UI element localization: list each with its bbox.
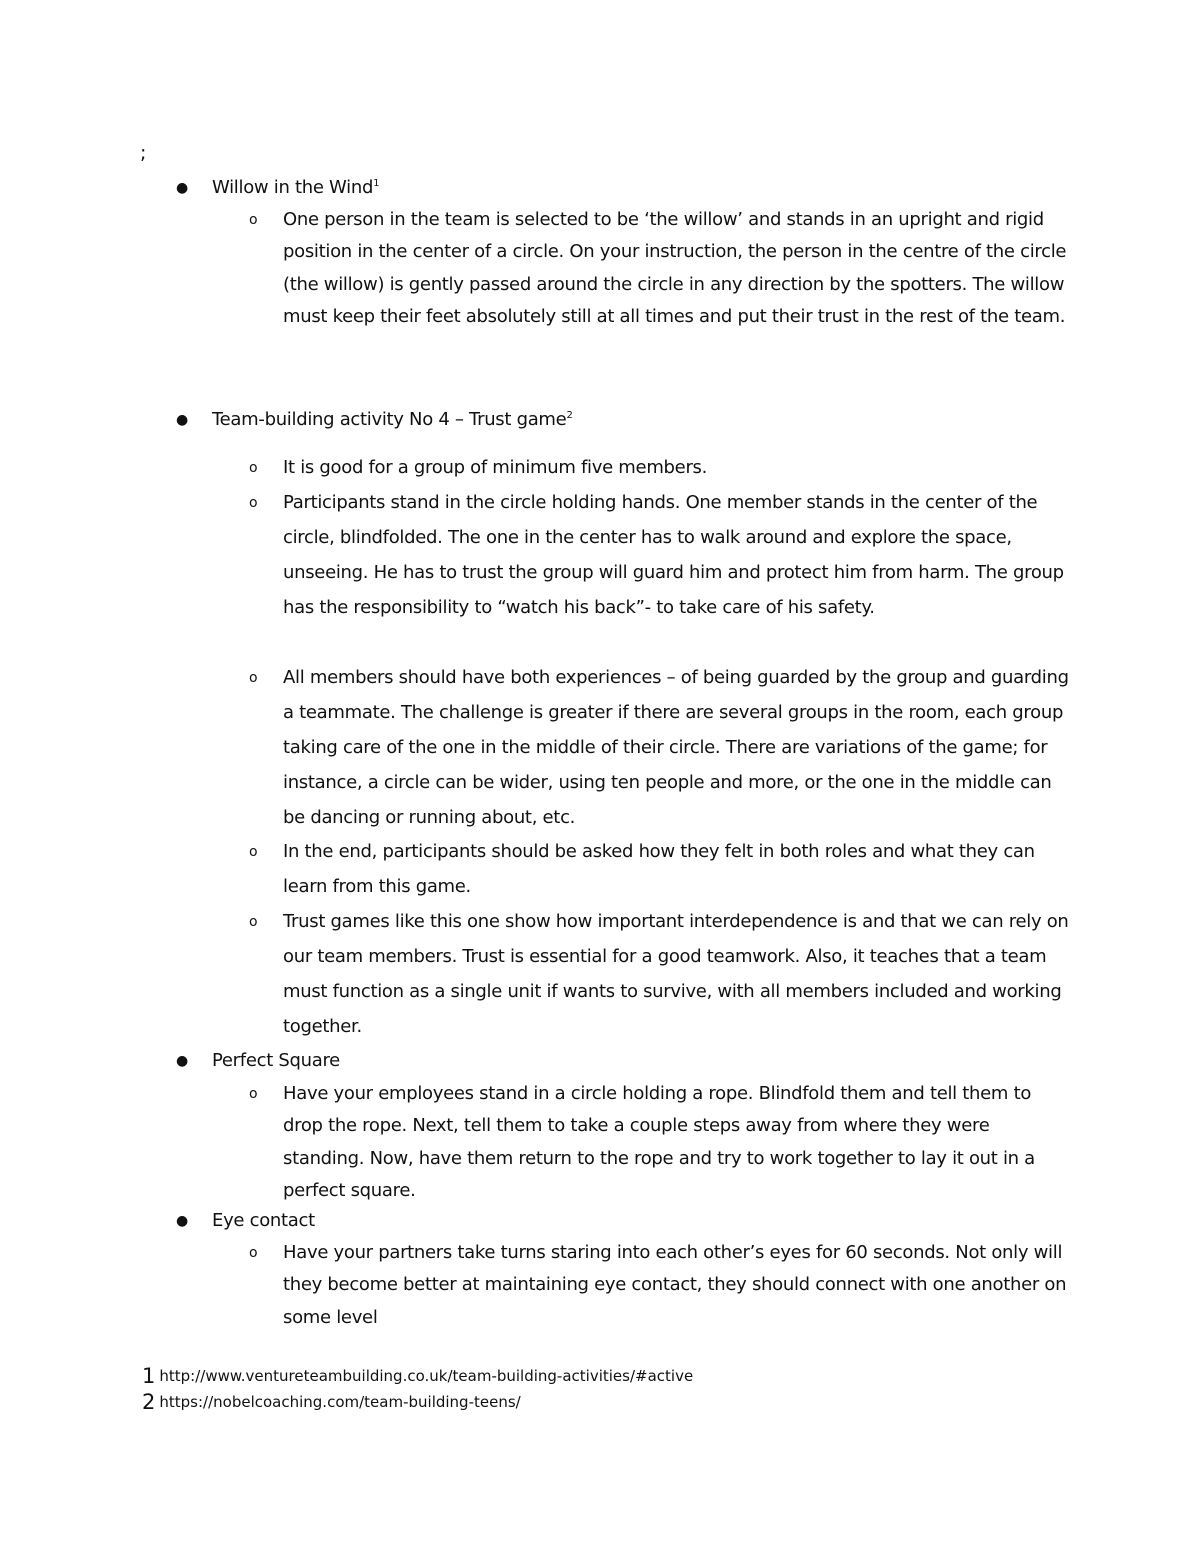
bullet-title: Willow in the Wind (212, 177, 374, 198)
bullet-item-willow (176, 172, 1092, 204)
footnote-link[interactable]: https://nobelcoaching.com/team-building-teens/ (159, 1393, 521, 1411)
sub-item (249, 1237, 1073, 1334)
footnote-1 (142, 1364, 693, 1388)
sub-item (249, 451, 1073, 486)
footnote-link[interactable]: http://www.ventureteambuilding.co.uk/team-building-activities/#active (159, 1367, 694, 1385)
footnote-ref: 1 (373, 178, 380, 189)
sub-item (249, 835, 1073, 905)
sub-item-text: Trust games like this one show how important interdependence is and that we can rely on our team members. Trust is essential for a good teamwork. Also, it teaches that a team must function as a single unit if wants to survive, with all members included and working together. (283, 911, 1069, 1037)
sub-bullet-icon: o (249, 460, 258, 476)
bullet-item-eye-contact (176, 1205, 1092, 1237)
sub-item (249, 661, 1073, 836)
footnote-number: 1 (142, 1364, 156, 1388)
sub-item-text: All members should have both experiences – of being guarded by the group and guarding a teammate. The challenge is greater if there are several groups in the room, each group taking care of the one in the middle of their circle. There are variations of the game; for instance, a circle can be wider, using ten people and more, or the one in the middle can be dancing or running about, etc. (283, 667, 1069, 828)
bullet-item-trust-game (176, 404, 1092, 436)
sub-bullet-icon: o (249, 914, 258, 930)
footnote-number: 2 (142, 1390, 156, 1414)
bullet-icon: ● (176, 412, 188, 428)
sub-bullet-icon: o (249, 1086, 258, 1102)
bullet-title: Team-building activity No 4 – Trust game (212, 409, 567, 430)
sub-bullet-icon: o (249, 844, 258, 860)
bullet-title: Eye contact (212, 1210, 315, 1231)
sub-item (249, 905, 1073, 1045)
bullet-item-perfect-square (176, 1045, 1092, 1077)
bullet-title: Perfect Square (212, 1050, 340, 1071)
sub-item-text: It is good for a group of minimum five members. (283, 457, 708, 478)
bullet-icon: ● (176, 1213, 188, 1229)
bullet-icon: ● (176, 180, 188, 196)
sub-item-text: Have your partners take turns staring into each other’s eyes for 60 seconds. Not only will they become better at maintaining eye contact, they should connect with one another on some level (283, 1242, 1067, 1328)
sub-bullet-icon: o (249, 670, 258, 686)
sub-item-text: Participants stand in the circle holding hands. One member stands in the center of the circle, blindfolded. The one in the center has to walk around and explore the space, unseeing. He has to trust the group will guard him and protect him from harm. The group has the responsibility to “watch his back”- to take care of his safety. (283, 492, 1064, 618)
sub-item-text: One person in the team is selected to be ‘the willow’ and stands in an upright and rigid position in the center of a circle. On your instruction, the person in the centre of the circle (the willow) is gently passed around the circle in any direction by the spotters. The willow must keep their feet absolutely still at all times and put their trust in the rest of the team. (283, 209, 1067, 328)
sub-item-text: In the end, participants should be asked how they felt in both roles and what they can learn from this game. (283, 841, 1035, 897)
footnote-ref: 2 (566, 410, 573, 421)
sub-item (249, 1078, 1073, 1208)
sub-item-text: Have your employees stand in a circle holding a rope. Blindfold them and tell them to drop the rope. Next, tell them to take a couple steps away from where they were standing. Now, have them return to the rope and try to work together to lay it out in a perfect square. (283, 1083, 1035, 1202)
sub-item (249, 204, 1073, 334)
bullet-icon: ● (176, 1053, 188, 1069)
sub-bullet-icon: o (249, 212, 258, 228)
sub-item (249, 486, 1073, 626)
footnote-2 (142, 1390, 521, 1414)
sub-bullet-icon: o (249, 495, 258, 511)
stray-mark: ; (140, 142, 147, 164)
sub-bullet-icon: o (249, 1245, 258, 1261)
